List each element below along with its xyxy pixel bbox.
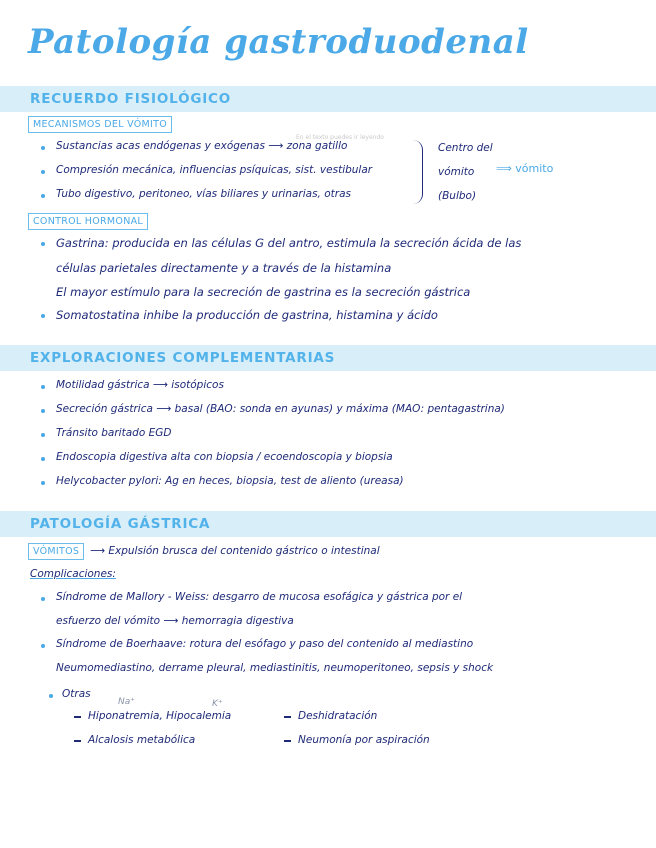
complicaciones-label: Complicaciones:	[30, 568, 116, 580]
k-annotation: K⁺	[212, 699, 223, 709]
brace	[412, 140, 423, 204]
otras-label: Otras	[62, 688, 91, 700]
gastrina-line: Gastrina: producida en las células G del antro, estimula la secreción ácida de las	[56, 236, 522, 250]
mecanismo-item: Compresión mecánica, influencias psíquicas, sist. vestibular	[56, 164, 373, 176]
bullet-icon	[41, 409, 45, 413]
bullet-icon	[41, 597, 45, 601]
mecanismo-item: Sustancias acas endógenas y exógenas ⟶ zona gatillo	[56, 140, 348, 152]
bullet-icon	[41, 481, 45, 485]
dash-icon	[284, 740, 291, 742]
otras-item: Alcalosis metabólica	[88, 734, 196, 746]
centro-line: vómito	[438, 166, 475, 178]
mecanismos-label: MECANISMOS DEL VÓMITO	[28, 116, 172, 133]
mallory-line: esfuerzo del vómito ⟶ hemorragia digestiva	[56, 615, 294, 627]
centro-line: (Bulbo)	[438, 190, 477, 202]
control-hormonal-label: CONTROL HORMONAL	[28, 213, 148, 230]
otras-item: Neumonía por aspiración	[298, 734, 430, 746]
mallory-line: Síndrome de Mallory - Weiss: desgarro de mucosa esofágica y gástrica por el	[56, 591, 463, 603]
section-heading-text: PATOLOGÍA GÁSTRICA	[30, 516, 211, 532]
na-annotation: Na⁺	[118, 697, 135, 707]
exploracion-item: Endoscopia digestiva alta con biopsia / ecoendoscopia y biopsia	[56, 451, 393, 463]
exploracion-item: Secreción gástrica ⟶ basal (BAO: sonda en ayunas) y máxima (MAO: pentagastrina)	[56, 403, 505, 415]
section-heading-patologia	[0, 511, 656, 537]
page-title: Patología gastroduodenal	[28, 22, 529, 62]
dash-icon	[284, 716, 291, 718]
boerhaave-line: Neumomediastino, derrame pleural, mediastinitis, neumoperitoneo, sepsis y shock	[56, 662, 494, 674]
section-heading-text: EXPLORACIONES COMPLEMENTARIAS	[30, 350, 336, 366]
exploracion-item: Tránsito baritado EGD	[56, 427, 172, 439]
section-heading-text: RECUERDO FISIOLÓGICO	[30, 91, 232, 107]
bullet-icon	[41, 170, 45, 174]
section-heading-exploraciones	[0, 345, 656, 371]
vomitos-label: VÓMITOS	[28, 543, 84, 560]
gastrina-line: El mayor estímulo para la secreción de gastrina es la secreción gástrica	[56, 285, 471, 299]
bullet-icon	[41, 433, 45, 437]
gastrina-line: células parietales directamente y a través de la histamina	[56, 261, 392, 275]
somatostatina-line: Somatostatina inhibe la producción de gastrina, histamina y ácido	[56, 308, 438, 322]
bullet-icon	[41, 457, 45, 461]
otras-item: Hiponatremia, Hipocalemia	[88, 710, 232, 722]
dash-icon	[74, 740, 81, 742]
otras-item: Deshidratación	[298, 710, 378, 722]
bullet-icon	[41, 194, 45, 198]
centro-line: Centro del	[438, 142, 493, 154]
bullet-icon	[41, 644, 45, 648]
section-heading-recuerdo	[0, 86, 656, 112]
vomito-result: ⟹ vómito	[496, 162, 554, 175]
faint-note: En el texto puedes ir leyendo	[296, 134, 384, 141]
bullet-icon	[41, 314, 45, 318]
mecanismo-item: Tubo digestivo, peritoneo, vías biliares y urinarias, otras	[56, 188, 351, 200]
bullet-icon	[49, 694, 53, 698]
dash-icon	[74, 716, 81, 718]
bullet-icon	[41, 146, 45, 150]
vomitos-definition: ⟶ Expulsión brusca del contenido gástrico o intestinal	[90, 545, 380, 557]
boerhaave-line: Síndrome de Boerhaave: rotura del esófago y paso del contenido al mediastino	[56, 638, 474, 650]
exploracion-item: Motilidad gástrica ⟶ isotópicos	[56, 379, 224, 391]
bullet-icon	[41, 242, 45, 246]
exploracion-item: Helycobacter pylori: Ag en heces, biopsia, test de aliento (ureasa)	[56, 475, 404, 487]
bullet-icon	[41, 385, 45, 389]
